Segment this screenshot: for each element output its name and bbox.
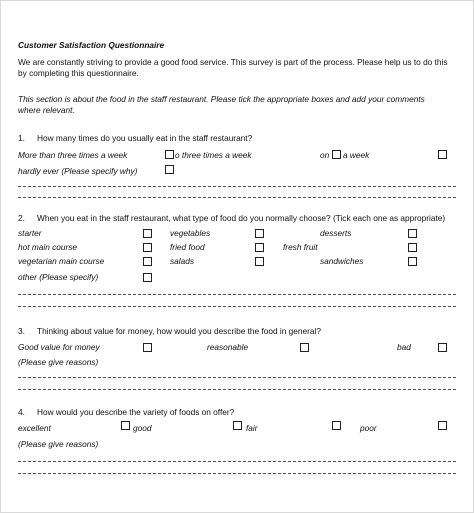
q2-checkbox-fresh-fruit[interactable] xyxy=(408,243,417,252)
q2-checkbox-vegetarian-main[interactable] xyxy=(143,257,152,266)
q4-checkbox-good[interactable] xyxy=(233,421,242,430)
q1-option-two-three: o three times a week xyxy=(175,150,252,160)
q2-checkbox-starter[interactable] xyxy=(143,229,152,238)
q1-checkbox-hardly-ever[interactable] xyxy=(165,165,174,174)
q4-checkbox-poor[interactable] xyxy=(438,421,447,430)
q3-checkbox-reasonable[interactable] xyxy=(300,343,309,352)
q2-option-fried-food: fried food xyxy=(170,242,205,252)
q1-checkbox-two-three[interactable] xyxy=(332,150,341,159)
q4-checkbox-fair[interactable] xyxy=(332,421,341,430)
q4-answer-line[interactable] xyxy=(18,473,456,474)
q3-option-reasonable: reasonable xyxy=(207,342,249,352)
q2-answer-line[interactable] xyxy=(18,294,456,295)
q2-checkbox-fried-food[interactable] xyxy=(255,243,264,252)
q2-checkbox-vegetables[interactable] xyxy=(255,229,264,238)
q2-checkbox-salads[interactable] xyxy=(255,257,264,266)
section-intro-line-2: where relevant. xyxy=(18,105,75,115)
q4-answer-line[interactable] xyxy=(18,461,456,462)
q2-option-vegetarian-main: vegetarian main course xyxy=(18,256,105,266)
document-title: Customer Satisfaction Questionnaire xyxy=(18,40,165,50)
section-intro-line-1: This section is about the food in the staff restaurant. Please tick the appropriate boxes and add your comments xyxy=(18,94,425,104)
q3-option-reasons: (Please give reasons) xyxy=(18,357,99,367)
q3-question: Thinking about value for money, how would you describe the food in general? xyxy=(37,326,321,336)
q3-number: 3. xyxy=(18,326,25,336)
q4-checkbox-excellent[interactable] xyxy=(121,421,130,430)
intro-line-1: We are constantly striving to provide a good food service. This survey is part of the process. Please help us to do this xyxy=(18,57,448,67)
q1-checkbox-once[interactable] xyxy=(438,150,447,159)
q2-checkbox-sandwiches[interactable] xyxy=(408,257,417,266)
intro-line-2: by completing this questionnaire. xyxy=(18,68,139,78)
q2-answer-line[interactable] xyxy=(18,306,456,307)
q1-question: How many times do you usually eat in the staff restaurant? xyxy=(37,133,253,143)
q1-answer-line[interactable] xyxy=(18,197,456,198)
q2-number: 2. xyxy=(18,213,25,223)
q2-checkbox-other[interactable] xyxy=(143,273,152,282)
q4-option-fair: fair xyxy=(246,423,258,433)
q3-checkbox-bad[interactable] xyxy=(438,343,447,352)
q4-option-good: good xyxy=(133,423,152,433)
q3-option-good-value: Good value for money xyxy=(18,342,100,352)
q4-option-poor: poor xyxy=(360,423,377,433)
q2-option-sandwiches: sandwiches xyxy=(320,256,364,266)
q1-option-once-suffix: a week xyxy=(343,150,370,160)
q2-checkbox-desserts[interactable] xyxy=(408,229,417,238)
q2-question: When you eat in the staff restaurant, what type of food do you normally choose? (Tick each one as appropriate) xyxy=(37,213,446,223)
q4-option-excellent: excellent xyxy=(18,423,51,433)
q1-option-more-than-three: More than three times a week xyxy=(18,150,128,160)
q2-option-other: other (Please specify) xyxy=(18,272,99,282)
q1-option-once-prefix: on xyxy=(320,150,330,160)
q4-question: How would you describe the variety of foods on offer? xyxy=(37,407,235,417)
q2-checkbox-hot-main[interactable] xyxy=(143,243,152,252)
q3-answer-line[interactable] xyxy=(18,389,456,390)
q2-option-fresh-fruit: fresh fruit xyxy=(283,242,318,252)
q3-checkbox-good-value[interactable] xyxy=(143,343,152,352)
q2-option-desserts: desserts xyxy=(320,228,352,238)
q1-option-hardly-ever: hardly ever (Please specify why) xyxy=(18,166,138,176)
q1-checkbox-more-than-three[interactable] xyxy=(165,150,174,159)
q2-option-vegetables: vegetables xyxy=(170,228,211,238)
q3-option-bad: bad xyxy=(397,342,411,352)
q2-option-hot-main: hot main course xyxy=(18,242,78,252)
q4-number: 4. xyxy=(18,407,25,417)
q4-option-reasons: (Please give reasons) xyxy=(18,439,99,449)
q1-answer-line[interactable] xyxy=(18,186,456,187)
q3-answer-line[interactable] xyxy=(18,377,456,378)
q1-number: 1. xyxy=(18,133,25,143)
q2-option-starter: starter xyxy=(18,228,42,238)
q2-option-salads: salads xyxy=(170,256,194,266)
